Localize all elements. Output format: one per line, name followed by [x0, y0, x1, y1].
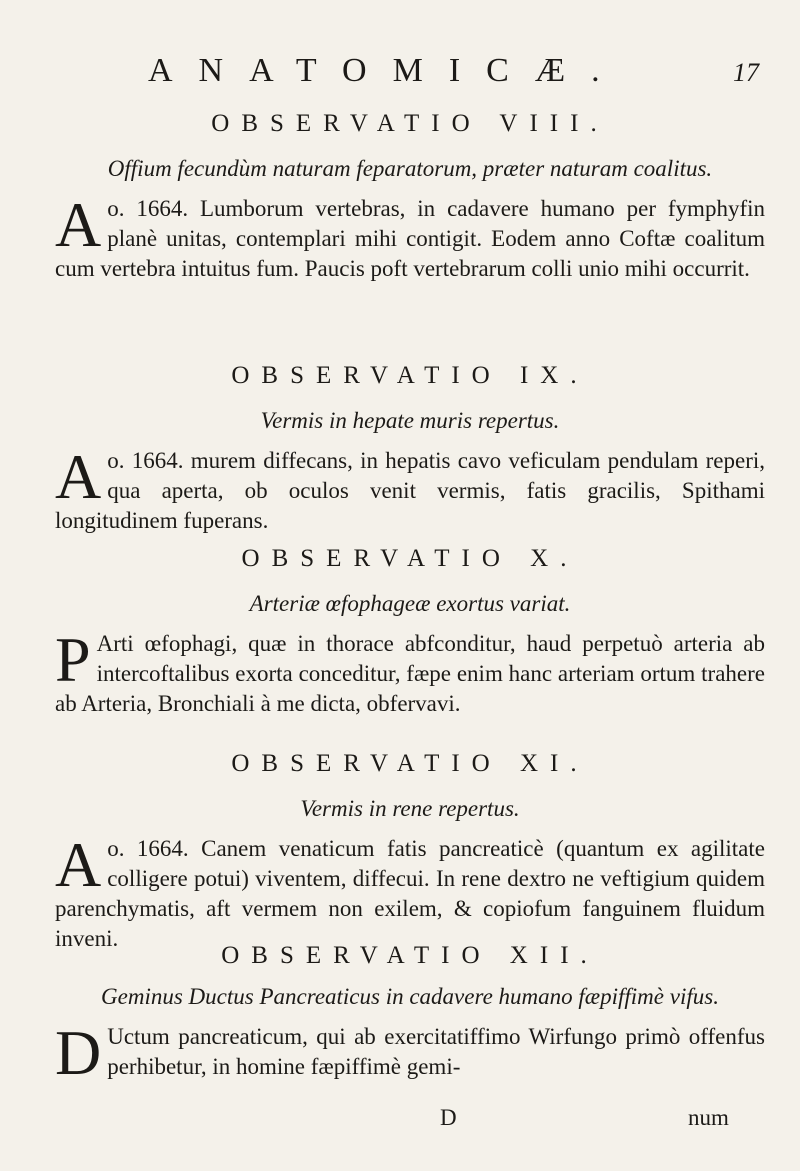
drop-initial: P: [55, 624, 91, 695]
observation-heading: OBSERVATIO XI.: [231, 750, 589, 777]
observation-subtitle: Offium fecundùm naturam feparatorum, præter naturam coalitus.: [107, 156, 713, 181]
body-text: o. 1664. murem diffecans, in hepatis cavo veficulam pendulam reperi, qua aperta, ob oculos venit vermis, fatis gracilis, Spithami longitudinem fuperans.: [55, 448, 765, 533]
catchword: num: [688, 1105, 729, 1130]
drop-initial: A: [55, 829, 102, 900]
observation-body: [55, 189, 765, 284]
observation-subtitle: Vermis in hepate muris repertus.: [260, 408, 560, 433]
signature-mark: D: [440, 1105, 457, 1130]
drop-initial: A: [55, 441, 102, 512]
observation-subtitle: Vermis in rene repertus.: [300, 796, 520, 821]
observation-subtitle: Arteriæ œfophageæ exortus variat.: [249, 591, 571, 616]
observation-8: [55, 110, 765, 284]
observation-9: [55, 362, 765, 536]
observation-heading: OBSERVATIO VIII.: [211, 110, 609, 137]
observation-body: [55, 829, 765, 954]
observation-heading: OBSERVATIO X.: [241, 545, 579, 572]
observation-body: [55, 441, 765, 536]
page-footer: [0, 1105, 800, 1137]
observation-10: [55, 545, 765, 719]
running-header: [0, 52, 800, 92]
running-title: ANATOMICÆ.: [148, 52, 626, 89]
body-text: Arti œfophagi, quæ in thorace abfconditur, haud perpetuò arteria ab intercoftalibus exorta conceditur, fæpe enim hanc arteriam ortum trahere ab Arteria, Bronchiali à me dicta, obfervavi.: [55, 631, 765, 716]
drop-initial: D: [55, 1017, 102, 1088]
observation-heading: OBSERVATIO XII.: [221, 942, 599, 969]
observation-heading: OBSERVATIO IX.: [231, 362, 589, 389]
body-text: o. 1664. Canem venaticum fatis pancreaticè (quantum ex agilitate colligere potui) viventem, diffecui. In rene dextro ne veftigium quidem parenchymatis, aft vermem non exilem, & copiofum fanguinem fluidum inveni.: [55, 836, 765, 951]
observation-12: [55, 942, 765, 1088]
observation-body: [55, 1017, 765, 1088]
page-number: 17: [733, 58, 759, 87]
observation-body: [55, 624, 765, 719]
observation-11: [55, 750, 765, 954]
body-text: Uctum pancreaticum, qui ab exercitatiffimo Wirfungo primò offenfus perhibetur, in homine fæpiffimè gemi-: [107, 1024, 765, 1079]
observation-subtitle: Geminus Ductus Pancreaticus in cadavere humano fæpiffimè vifus.: [101, 984, 719, 1009]
drop-initial: A: [55, 189, 102, 260]
body-text: o. 1664. Lumborum vertebras, in cadavere humano per fymphyfin planè unitas, contemplari mihi contigit. Eodem anno Coftæ coalitum cum vertebra intuitus fum. Paucis poft vertebrarum colli unio mihi occurrit.: [55, 196, 765, 281]
